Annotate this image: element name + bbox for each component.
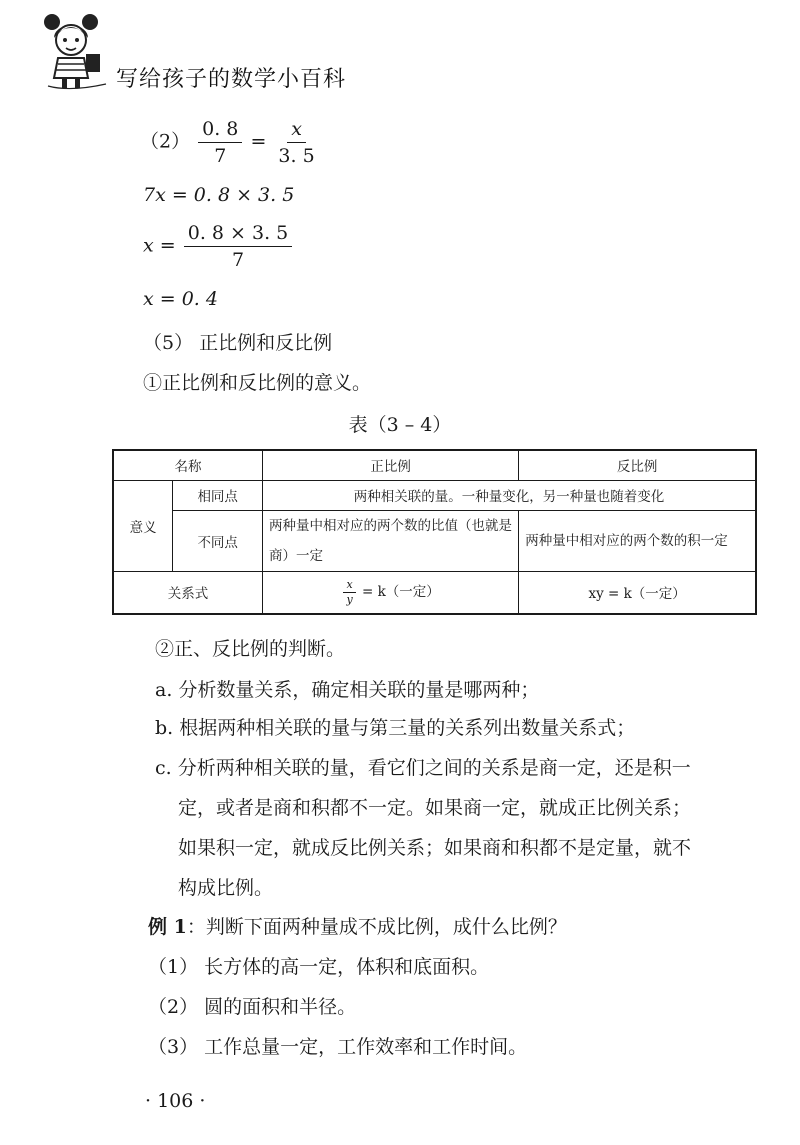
page-header: [40, 8, 400, 98]
item-label: （2）: [140, 130, 191, 153]
equation-result: x = 0. 4: [143, 288, 218, 310]
judge-step-c-line-3: 如果积一定，就成反比例关系；如果商和积都不是定量，就不: [178, 837, 692, 859]
table-caption: 表（3 – 4）: [348, 414, 452, 436]
formula-direct-rest: = k（一定）: [362, 583, 440, 600]
same-text: 两种相关联的量。一种量变化，另一种量也随着变化: [263, 480, 756, 510]
fraction-right: [274, 118, 318, 167]
page-number: · 106 ·: [145, 1090, 206, 1112]
fraction-numerator: 0. 8: [198, 118, 242, 143]
book-title: 写给孩子的数学小百科: [116, 67, 347, 92]
section-heading: （5） 正比例和反比例: [143, 332, 333, 354]
fraction-denominator: 7: [214, 145, 227, 167]
example-label: 例 1: [148, 916, 187, 938]
header-direct: 正比例: [263, 450, 519, 480]
example-question-1: （1） 长方体的高一定，体积和底面积。: [148, 956, 490, 978]
fraction-step-2: [184, 222, 293, 271]
fraction-numerator: 0. 8 × 3. 5: [184, 222, 293, 247]
example-text: ：判断下面两种量成不成比例，成什么比例？: [186, 916, 567, 938]
judge-step-a: a. 分析数量关系，确定相关联的量是哪两种；: [155, 679, 540, 701]
fraction-numerator: x: [287, 118, 306, 143]
fraction-numerator: x: [343, 579, 355, 593]
judge-step-c-line-1: c. 分析两种相关联的量，看它们之间的关系是商一定，还是积一: [155, 757, 691, 779]
table-row: [113, 450, 756, 480]
judge-step-b: b. 根据两种相关联的量与第三量的关系列出数量关系式；: [155, 717, 636, 739]
example-prompt: [148, 912, 567, 939]
equation-step-1: 7x = 0. 8 × 3. 5: [143, 184, 295, 206]
equation-proportion: [140, 118, 321, 167]
header-inverse: 反比例: [519, 450, 756, 480]
equals-sign: =: [250, 130, 267, 153]
proportion-table: [112, 449, 757, 615]
formula-fraction: [343, 579, 355, 606]
section-subheading: ①正比例和反比例的意义。: [143, 372, 372, 394]
example-question-2: （2） 圆的面积和半径。: [148, 996, 357, 1018]
formula-inverse: xy = k（一定）: [519, 571, 756, 614]
table-row: [113, 510, 756, 571]
fraction-left: [198, 118, 242, 167]
girl-mascot-icon: [40, 8, 112, 92]
diff-label: 不同点: [173, 510, 263, 571]
fraction-denominator: 3. 5: [278, 145, 315, 167]
judge-step-c-line-4: 构成比例。: [178, 877, 274, 899]
judge-heading: ②正、反比例的判断。: [155, 638, 346, 660]
diff-direct: 两种量中相对应的两个数的比值（也就是商）一定: [263, 510, 519, 571]
judge-step-c-line-2: 定，或者是商和积都不一定。如果商一定，就成正比例关系；: [178, 797, 692, 819]
diff-inverse: 两种量中相对应的两个数的积一定: [519, 510, 756, 571]
header-name: 名称: [113, 450, 263, 480]
fraction-denominator: 7: [231, 249, 245, 271]
equation-step-2: [143, 222, 294, 271]
example-question-3: （3） 工作总量一定，工作效率和工作时间。: [148, 1036, 528, 1058]
fraction-denominator: y: [346, 592, 353, 606]
formula-label: 关系式: [113, 571, 263, 614]
meaning-label: 意义: [113, 480, 173, 571]
table-row: [113, 480, 756, 510]
same-label: 相同点: [173, 480, 263, 510]
equation-lhs: x =: [143, 234, 176, 257]
table-row: [113, 571, 756, 614]
formula-direct: [263, 571, 519, 614]
